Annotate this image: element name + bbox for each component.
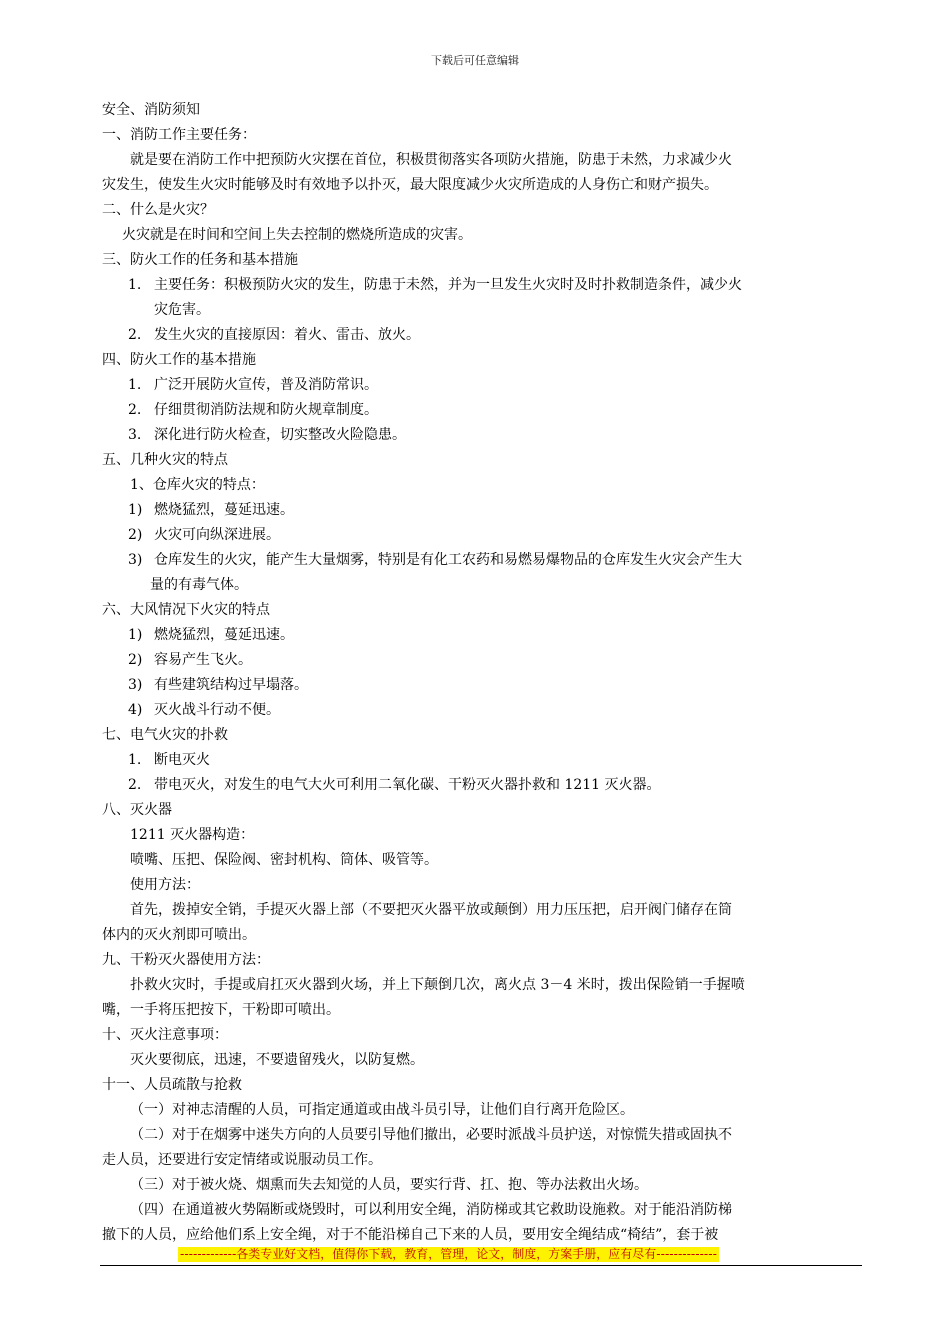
paragraph-line: 就是要在消防工作中把预防火灾摆在首位，积极贯彻落实各项防火措施，防患于未然，力求减少火: [130, 152, 732, 168]
list-item: [102, 398, 862, 423]
list-item-continuation: 量的有毒气体。: [150, 577, 248, 593]
paragraph-line: 体内的灭火剂即可喷出。: [102, 927, 256, 943]
subheading: 1、仓库火灾的特点：: [130, 477, 265, 493]
list-text: 广泛开展防火宣传，普及消防常识。: [154, 377, 378, 393]
paragraph-line: 扑救火灾时，手提或肩扛灭火器到火场，并上下颠倒几次，离火点 3－4 米时，拨出保险销一手握喷: [130, 977, 745, 993]
list-text: 容易产生飞火。: [154, 652, 252, 668]
list-number: 3): [128, 552, 143, 568]
list-item: [102, 748, 862, 773]
list-item: [102, 323, 862, 348]
list-number: 1.: [128, 752, 142, 768]
list-item: [102, 423, 862, 448]
list-text: 仔细贯彻消防法规和防火规章制度。: [154, 402, 378, 418]
list-text: 深化进行防火检查，切实整改火险隐患。: [154, 427, 406, 443]
paragraph-line: 使用方法：: [130, 877, 200, 893]
paragraph-line: （一）对神志清醒的人员，可指定通道或由战斗员引导，让他们自行离开危险区。: [130, 1102, 634, 1118]
list-item: [102, 273, 862, 298]
list-number: 1.: [128, 377, 142, 393]
section-heading-6: 六、大风情况下火灾的特点: [102, 602, 270, 618]
list-text: 燃烧猛烈，蔓延迅速。: [154, 502, 294, 518]
list-item: [102, 523, 862, 548]
list-number: 2): [128, 652, 143, 668]
list-number: 1): [128, 502, 143, 518]
section-heading-11: 十一、人员疏散与抢救: [102, 1077, 242, 1093]
list-text: 发生火灾的直接原因：着火、雷击、放火。: [154, 327, 420, 343]
paragraph-line: （四）在通道被火势隔断或烧毁时，可以利用安全绳，消防梯或其它救助设施救。对于能沿消防梯: [130, 1202, 732, 1218]
paragraph-line: 1211 灭火器构造：: [130, 827, 255, 843]
list-number: 4): [128, 702, 143, 718]
list-text: 火灾可向纵深进展。: [154, 527, 280, 543]
paragraph-line: 灭火要彻底，迅速，不要遗留残火，以防复燃。: [130, 1052, 424, 1068]
paragraph-line: 走人员，还要进行安定情绪或说服动员工作。: [102, 1152, 382, 1168]
document-body: [102, 98, 862, 1248]
list-text: 断电灭火: [154, 752, 210, 768]
list-item: [102, 498, 862, 523]
list-number: 2.: [128, 327, 142, 343]
section-heading-8: 八、灭火器: [102, 802, 172, 818]
section-heading-3: 三、防火工作的任务和基本措施: [102, 252, 298, 268]
list-item: [102, 698, 862, 723]
footer-divider: [100, 1265, 862, 1266]
list-text: 带电灭火，对发生的电气大火可利用二氧化碳、干粉灭火器扑救和 1211 灭火器。: [154, 777, 661, 793]
list-text: 有些建筑结构过早塌落。: [154, 677, 308, 693]
list-text: 燃烧猛烈，蔓延迅速。: [154, 627, 294, 643]
section-heading-10: 十、灭火注意事项：: [102, 1027, 228, 1043]
paragraph-line: （三）对于被火烧、烟熏而失去知觉的人员，要实行背、扛、抱、等办法救出火场。: [130, 1177, 648, 1193]
list-item: [102, 773, 862, 798]
list-item: [102, 648, 862, 673]
list-number: 2.: [128, 777, 142, 793]
paragraph-line: 撤下的人员，应给他们系上安全绳，对于不能沿梯自己下来的人员，要用安全绳结成“椅结”，套于被: [102, 1227, 719, 1243]
paragraph-line: 火灾就是在时间和空间上失去控制的燃烧所造成的灾害。: [122, 227, 472, 243]
list-number: 3.: [128, 427, 142, 443]
section-heading-2: 二、什么是火灾？: [102, 202, 214, 218]
section-heading-7: 七、电气火灾的扑救: [102, 727, 228, 743]
section-heading-9: 九、干粉灭火器使用方法：: [102, 952, 270, 968]
list-number: 1): [128, 627, 143, 643]
list-item: [102, 548, 862, 573]
list-number: 3): [128, 677, 143, 693]
section-heading-5: 五、几种火灾的特点: [102, 452, 228, 468]
list-number: 2.: [128, 402, 142, 418]
footer-banner: -------------各类专业好文档，值得你下载，教育，管理，论文，制度，方案手册，应有尽有--------------: [180, 1247, 717, 1261]
list-item: [102, 623, 862, 648]
paragraph-line: 首先，拨掉安全销，手提灭火器上部（不要把灭火器平放或颠倒）用力压压把，启开阀门储存在筒: [130, 902, 732, 918]
paragraph-line: 灾发生，使发生火灾时能够及时有效地予以扑灭，最大限度减少火灾所造成的人身伤亡和财产损失。: [102, 177, 718, 193]
section-heading-1: 一、消防工作主要任务：: [102, 127, 256, 143]
list-text: 灭火战斗行动不便。: [154, 702, 280, 718]
list-number: 2): [128, 527, 143, 543]
document-title: 安全、消防须知: [102, 102, 200, 118]
section-heading-4: 四、防火工作的基本措施: [102, 352, 256, 368]
list-number: 1.: [128, 277, 142, 293]
paragraph-line: 嘴，一手将压把按下，干粉即可喷出。: [102, 1002, 340, 1018]
list-item: [102, 373, 862, 398]
paragraph-line: （二）对于在烟雾中迷失方向的人员要引导他们撤出，必要时派战斗员护送，对惊慌失措或固执不: [130, 1127, 732, 1143]
list-item: [102, 673, 862, 698]
list-text: 主要任务：积极预防火灾的发生，防患于未然，并为一旦发生火灾时及时扑救制造条件，减少火: [154, 277, 742, 293]
list-text: 仓库发生的火灾，能产生大量烟雾，特别是有化工农药和易燃易爆物品的仓库发生火灾会产生大: [154, 552, 742, 568]
page-header: 下载后可任意编辑: [431, 54, 519, 67]
list-item-continuation: 灾危害。: [154, 302, 210, 318]
paragraph-line: 喷嘴、压把、保险阀、密封机构、筒体、吸管等。: [130, 852, 438, 868]
